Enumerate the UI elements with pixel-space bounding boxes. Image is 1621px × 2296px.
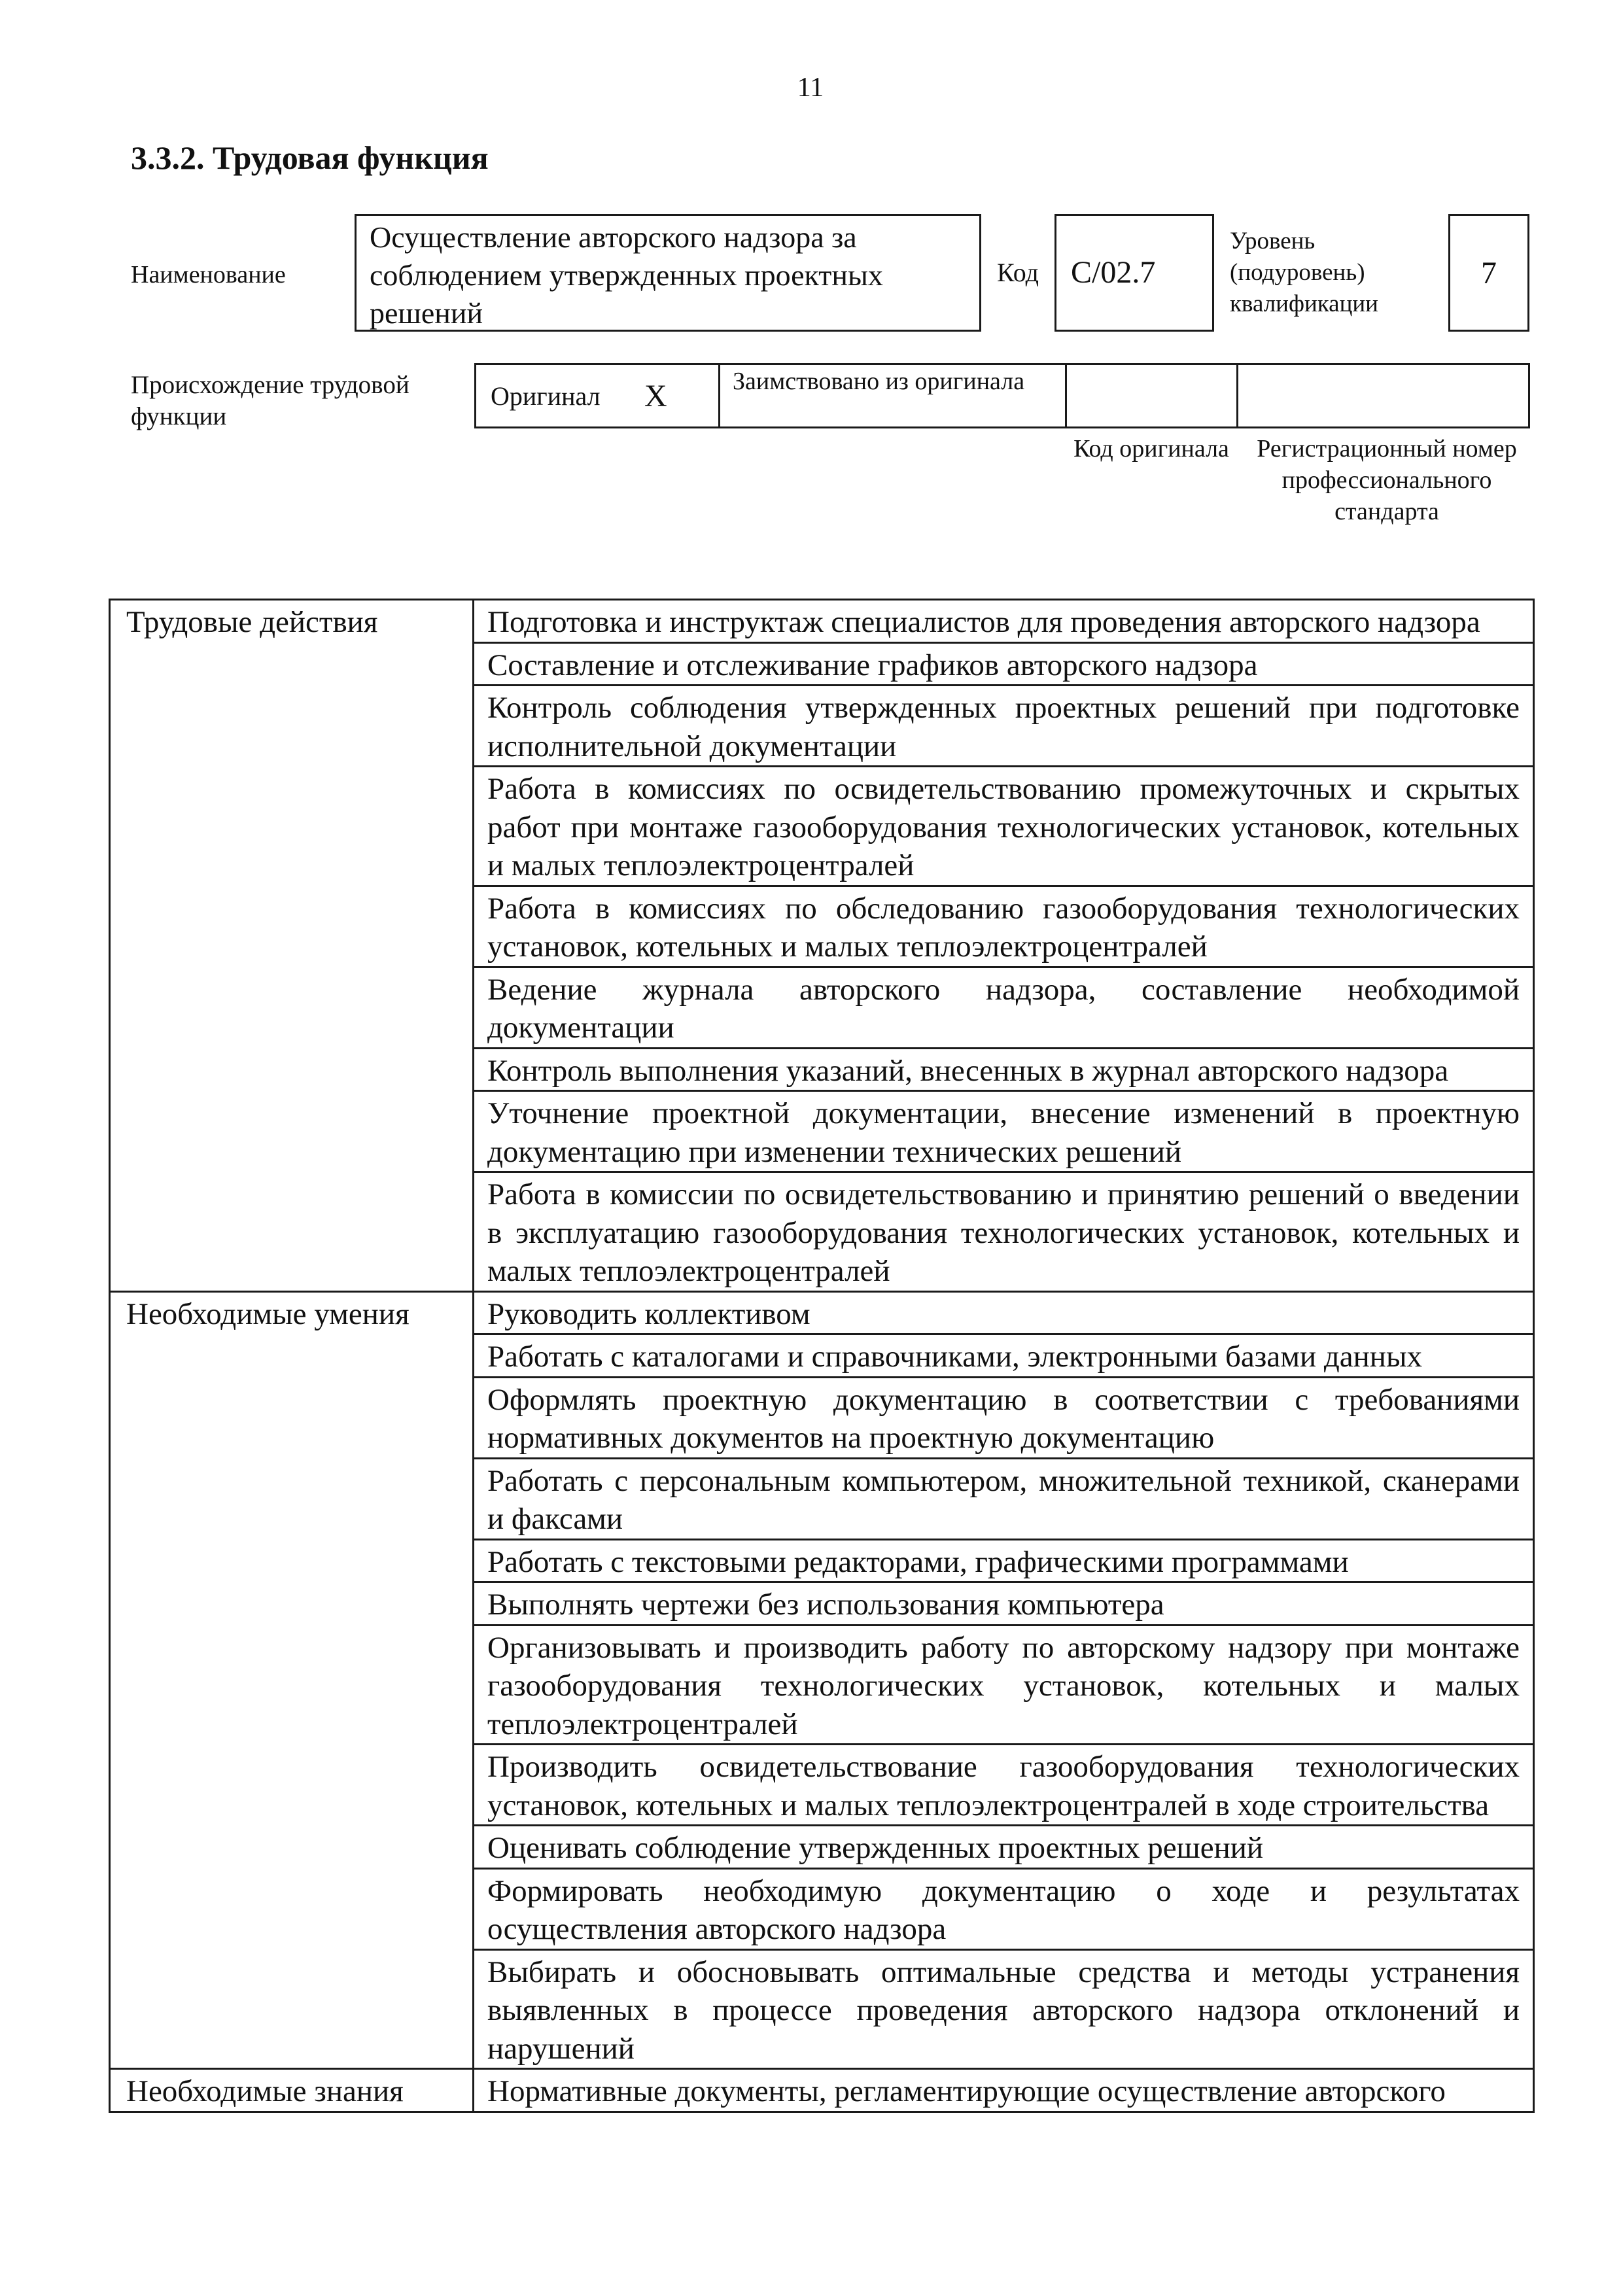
- table-row: [110, 2069, 1534, 2112]
- item-cell: Работа в комиссии по освидетельствованию и принятию решений о введении в эксплуатацию газооборудования технологических установок, котельных и малых теплоэлектроцентралей: [474, 1172, 1534, 1292]
- original-label: Оригинал: [491, 381, 601, 411]
- code-value-box: [1055, 214, 1214, 332]
- item-cell: Выполнять чертежи без использования компьютера: [474, 1582, 1534, 1626]
- origin-divider: [718, 363, 720, 428]
- name-label: Наименование: [131, 261, 286, 288]
- code-value: С/02.7: [1071, 255, 1156, 290]
- origin-label: Происхождение трудовой функции: [131, 371, 410, 430]
- item-cell: Контроль выполнения указаний, внесенных в журнал авторского надзора: [474, 1048, 1534, 1091]
- item-cell: Уточнение проектной документации, внесение изменений в проектную документацию при изменении технических решений: [474, 1091, 1534, 1172]
- item-cell: Оформлять проектную документацию в соответствии с требованиями нормативных документов на проектную документацию: [474, 1377, 1534, 1458]
- section-heading: 3.3.2. Трудовая функция: [131, 139, 489, 176]
- level-value-box: [1448, 214, 1529, 332]
- item-cell: Подготовка и инструктаж специалистов для проведения авторского надзора: [474, 600, 1534, 643]
- level-value: 7: [1481, 255, 1497, 290]
- item-cell: Производить освидетельствование газооборудования технологических установок, котельных и малых теплоэлектроцентралей в ходе строительства: [474, 1745, 1534, 1826]
- item-cell: Руководить коллективом: [474, 1291, 1534, 1334]
- function-details-body: [110, 600, 1534, 2112]
- category-cell: Необходимые знания: [110, 2069, 474, 2112]
- original-mark: X: [644, 378, 667, 413]
- item-cell: Нормативные документы, регламентирующие осуществление авторского: [474, 2069, 1534, 2112]
- reg-number-caption: Регистрационный номер профессионального стандарта: [1257, 435, 1517, 525]
- code-label: Код: [997, 258, 1039, 287]
- item-cell: Составление и отслеживание графиков авторского надзора: [474, 642, 1534, 686]
- item-cell: Оценивать соблюдение утвержденных проектных решений: [474, 1826, 1534, 1869]
- item-cell: Работа в комиссиях по освидетельствованию промежуточных и скрытых работ при монтаже газооборудования технологических установок, котельных и малых теплоэлектроцентралей: [474, 767, 1534, 886]
- code-original-caption: Код оригинала: [1073, 435, 1229, 462]
- page-number: 11: [797, 73, 824, 103]
- function-name: Осуществление авторского надзора за соблюдением утвержденных проектных решений: [370, 220, 883, 330]
- function-details-table: [109, 599, 1535, 2113]
- category-cell: Трудовые действия: [110, 600, 474, 1292]
- table-row: [110, 1291, 1534, 1334]
- item-cell: Работа в комиссиях по обследованию газооборудования технологических установок, котельных и малых теплоэлектроцентралей: [474, 886, 1534, 967]
- name-value-box: [355, 214, 981, 332]
- category-cell: Необходимые умения: [110, 1291, 474, 2069]
- origin-divider: [1065, 363, 1067, 428]
- item-cell: Выбирать и обосновывать оптимальные средства и методы устранения выявленных в процессе проведения авторского надзора отклонений и нарушений: [474, 1949, 1534, 2069]
- reg-number-value: [1243, 370, 1524, 422]
- table-row: [110, 600, 1534, 643]
- item-cell: Работать с каталогами и справочниками, электронными базами данных: [474, 1334, 1534, 1378]
- item-cell: Контроль соблюдения утвержденных проектных решений при подготовке исполнительной документации: [474, 686, 1534, 767]
- code-original-value: [1073, 370, 1230, 422]
- item-cell: Организовывать и производить работу по авторскому надзору при монтаже газооборудования технологических установок, котельных и малых теплоэлектроцентралей: [474, 1625, 1534, 1745]
- item-cell: Ведение журнала авторского надзора, составление необходимой документации: [474, 967, 1534, 1048]
- item-cell: Работать с персональным компьютером, множительной техникой, сканерами и факсами: [474, 1458, 1534, 1539]
- borrowed-label: Заимствовано из оригинала: [733, 368, 1025, 395]
- item-cell: Работать с текстовыми редакторами, графическими программами: [474, 1539, 1534, 1582]
- origin-divider: [1236, 363, 1238, 428]
- level-label: Уровень (подуровень) квалификации: [1230, 228, 1378, 317]
- item-cell: Формировать необходимую документацию о ходе и результатах осуществления авторского надзора: [474, 1868, 1534, 1949]
